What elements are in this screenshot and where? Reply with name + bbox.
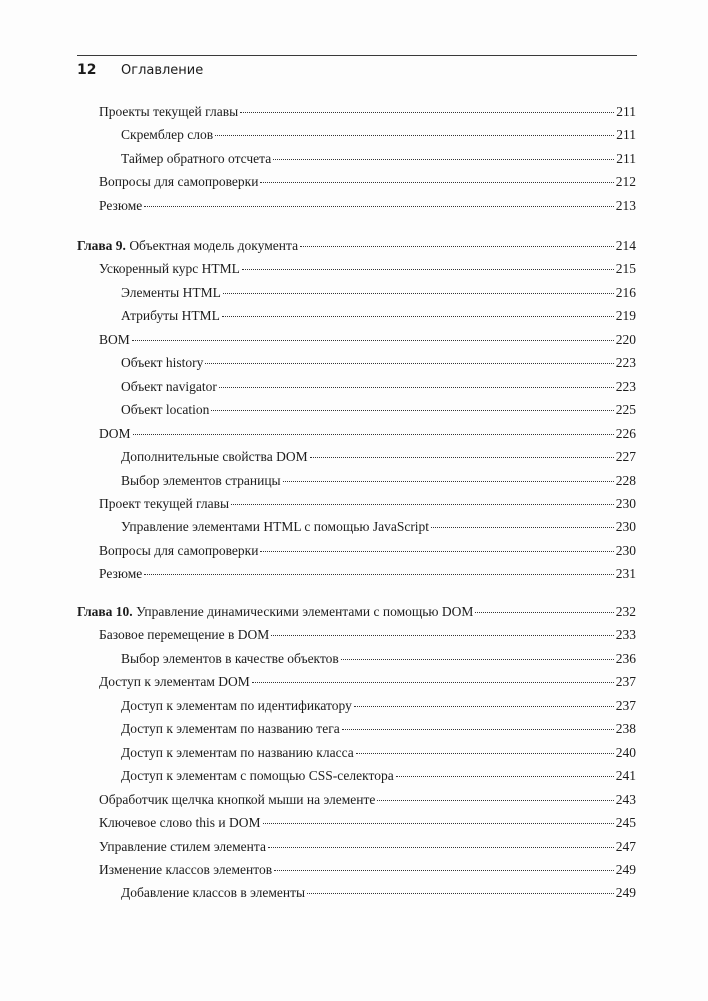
toc-entry-title <box>99 197 142 215</box>
dot-leader <box>263 823 614 824</box>
dot-leader <box>283 481 614 482</box>
toc-entry <box>99 673 636 691</box>
toc-entry <box>99 495 636 513</box>
dot-leader <box>475 612 613 613</box>
toc-entry-title <box>99 673 250 691</box>
toc-entry <box>121 767 636 785</box>
toc-entry-text: Добавление классов в элементы <box>121 885 306 901</box>
toc-entry-text: Дополнительные свойства DOM <box>121 449 308 465</box>
dot-leader <box>242 269 614 270</box>
dot-leader <box>240 112 614 113</box>
toc-entry <box>99 260 636 278</box>
toc-entry <box>99 197 636 215</box>
toc-entry-title <box>99 173 258 191</box>
toc-page-number: 211 <box>616 150 636 166</box>
toc-entry-title <box>121 884 305 902</box>
toc-page-number: 237 <box>615 697 636 713</box>
toc-entry-text: Объект navigator <box>121 378 217 394</box>
toc-entry-text: Ускоренный курс HTML <box>99 261 240 277</box>
dot-leader <box>273 159 614 160</box>
toc-page-number: 225 <box>615 402 636 418</box>
toc-entry <box>121 744 636 762</box>
toc-entry <box>99 814 636 832</box>
toc-entry-text: Изменение классов элементов <box>99 861 273 877</box>
toc-entry <box>99 331 636 349</box>
toc-entry <box>99 565 636 583</box>
toc-entry-title <box>121 401 209 419</box>
toc-page-number: 247 <box>615 838 636 854</box>
toc-entry-title <box>121 378 217 396</box>
toc-entry <box>121 378 636 396</box>
toc-entry-text: Доступ к элементам с помощью CSS-селектора <box>121 768 394 784</box>
toc-entry-text: Управление элементами HTML с помощью JavaScript <box>121 519 430 535</box>
toc-entry-text: Обработчик щелчка кнопкой мыши на элементе <box>99 791 376 807</box>
chapter-label: Глава 9. <box>77 238 126 253</box>
toc-entry-title <box>99 626 269 644</box>
toc-entry <box>121 720 636 738</box>
toc-entry-text: Атрибуты HTML <box>121 308 220 324</box>
dot-leader <box>354 706 614 707</box>
toc-entry <box>121 448 636 466</box>
dot-leader <box>222 316 614 317</box>
dot-leader <box>271 635 613 636</box>
toc-page-number: 237 <box>615 674 636 690</box>
toc-page-number: 223 <box>615 355 636 371</box>
toc-page-number: 220 <box>615 331 636 347</box>
dot-leader <box>310 457 614 458</box>
dot-leader <box>307 893 614 894</box>
dot-leader <box>223 293 614 294</box>
toc-entry-text: BOM <box>99 331 130 347</box>
dot-leader <box>356 753 614 754</box>
toc-entry <box>99 626 636 644</box>
dot-leader <box>342 729 614 730</box>
toc-page-number: 213 <box>615 197 636 213</box>
toc-entry-text: Объект history <box>121 355 204 371</box>
header-rule <box>77 55 637 56</box>
toc-page-number: 238 <box>615 721 636 737</box>
dot-leader <box>144 206 613 207</box>
dot-leader <box>260 551 613 552</box>
toc-chapter-entry <box>77 603 636 621</box>
toc-entry <box>121 472 636 490</box>
toc-entry-text: Ключевое слово this и DOM <box>99 815 261 831</box>
dot-leader <box>341 659 614 660</box>
toc-entry-title <box>121 472 281 490</box>
toc-entry-text: Доступ к элементам по идентификатору <box>121 697 352 713</box>
toc-entry-title <box>99 103 238 121</box>
dot-leader <box>396 776 614 777</box>
toc-page-number: 219 <box>615 308 636 324</box>
toc-entry <box>99 542 636 560</box>
toc-entry <box>99 838 636 856</box>
toc-entry <box>121 518 636 536</box>
toc-entry-title <box>99 425 131 443</box>
toc-entry-title <box>99 565 142 583</box>
toc-entry-title <box>99 791 375 809</box>
toc-entry <box>121 354 636 372</box>
toc-entry-title <box>121 744 354 762</box>
toc-entry-text: Резюме <box>99 197 143 213</box>
toc-entry <box>99 425 636 443</box>
toc-page-number: 233 <box>615 627 636 643</box>
toc-entry-title <box>121 650 339 668</box>
toc-entry-title <box>121 448 308 466</box>
toc-page-number: 249 <box>615 861 636 877</box>
dot-leader <box>215 135 614 136</box>
dot-leader <box>133 434 614 435</box>
toc-entry-text: DOM <box>99 425 131 441</box>
toc-entry-text: Объектная модель документа <box>129 238 299 253</box>
toc-page-number: 214 <box>615 238 636 253</box>
dot-leader <box>377 800 613 801</box>
dot-leader <box>144 574 613 575</box>
toc-entry <box>99 791 636 809</box>
toc-page-number: 245 <box>615 815 636 831</box>
toc-entry-title <box>99 495 229 513</box>
toc-page-number: 211 <box>616 104 636 119</box>
toc-entry-text: Таймер обратного отсчета <box>121 150 272 166</box>
page-number: 12 <box>77 62 97 78</box>
toc-page-number: 249 <box>615 885 636 901</box>
toc-page-number: 230 <box>615 542 636 558</box>
toc-entry-text: Базовое перемещение в DOM <box>99 627 270 643</box>
toc-entry <box>99 861 636 879</box>
toc-page-number: 211 <box>616 127 636 143</box>
toc-entry-title <box>99 331 130 349</box>
toc-entry-text: Проект текущей главы <box>99 495 230 511</box>
dot-leader <box>219 387 614 388</box>
toc-entry-text: Элементы HTML <box>121 284 221 300</box>
dot-leader <box>268 847 614 848</box>
toc-page-number: 230 <box>615 519 636 535</box>
toc-page-number: 216 <box>615 284 636 300</box>
toc-entry-title <box>121 767 394 785</box>
toc-page-number: 223 <box>615 378 636 394</box>
toc-entry-title <box>99 542 258 560</box>
running-header <box>77 62 203 82</box>
toc-entry <box>121 650 636 668</box>
dot-leader <box>205 363 613 364</box>
dot-leader <box>300 246 614 247</box>
toc-page-number: 227 <box>615 449 636 465</box>
toc-entry <box>121 697 636 715</box>
toc-entry <box>121 284 636 302</box>
toc-entry <box>121 307 636 325</box>
dot-leader <box>431 527 614 528</box>
toc-entry-text: Доступ к элементам DOM <box>99 674 250 690</box>
toc-entry-title <box>121 354 203 372</box>
toc-entry-title <box>121 307 220 325</box>
toc-entry-text: Резюме <box>99 566 143 582</box>
toc-entry-title <box>121 126 213 144</box>
toc-entry-title <box>121 720 340 738</box>
toc-entry-text: Выбор элементов в качестве объектов <box>121 650 339 666</box>
running-header-title: Оглавление <box>121 63 204 78</box>
toc-entry-text: Доступ к элементам по названию тега <box>121 721 340 737</box>
toc-page-number: 228 <box>615 472 636 488</box>
toc-entry-text: Вопросы для самопроверки <box>99 542 259 558</box>
toc-chapter-entry <box>77 237 636 255</box>
toc-page-number: 230 <box>615 495 636 511</box>
toc-entry-title <box>77 237 298 255</box>
toc-entry <box>99 103 636 121</box>
toc-entry <box>121 150 636 168</box>
toc-entry-text: Управление динамическими элементами с помощью DOM <box>136 604 474 619</box>
dot-leader <box>260 182 613 183</box>
toc-entry-text: Выбор элементов страницы <box>121 472 281 488</box>
toc-page-number: 236 <box>615 650 636 666</box>
dot-leader <box>132 340 614 341</box>
toc-entry-text: Объект location <box>121 402 210 418</box>
toc-entry <box>99 173 636 191</box>
toc-entry <box>121 401 636 419</box>
dot-leader <box>274 870 614 871</box>
toc-entry-text: Управление стилем элемента <box>99 838 266 854</box>
toc-entry-title <box>99 838 266 856</box>
toc-page-number: 231 <box>615 566 636 582</box>
toc-entry <box>121 884 636 902</box>
toc-entry-title <box>77 603 473 621</box>
toc-entry-title <box>121 697 352 715</box>
dot-leader <box>211 410 613 411</box>
toc-entry-title <box>99 260 240 278</box>
toc-entry-text: Вопросы для самопроверки <box>99 174 259 190</box>
toc-page-number: 240 <box>615 744 636 760</box>
toc-page-number: 243 <box>615 791 636 807</box>
toc-entry-title <box>99 814 261 832</box>
toc-entry-text: Скремблер слов <box>121 127 214 143</box>
dot-leader <box>231 504 614 505</box>
toc-entry-title <box>121 284 221 302</box>
toc-entry-title <box>121 518 429 536</box>
toc-entry-title <box>99 861 272 879</box>
toc-entry-text: Проекты текущей главы <box>99 104 239 119</box>
toc-entry <box>121 126 636 144</box>
chapter-label: Глава 10. <box>77 604 133 619</box>
toc-entry-text: Доступ к элементам по названию класса <box>121 744 354 760</box>
toc-page-number: 212 <box>615 174 636 190</box>
toc-page-number: 232 <box>615 604 636 619</box>
dot-leader <box>252 682 614 683</box>
toc-page-number: 215 <box>615 261 636 277</box>
toc-page-number: 226 <box>615 425 636 441</box>
toc-entry-title <box>121 150 271 168</box>
toc-page-number: 241 <box>615 768 636 784</box>
